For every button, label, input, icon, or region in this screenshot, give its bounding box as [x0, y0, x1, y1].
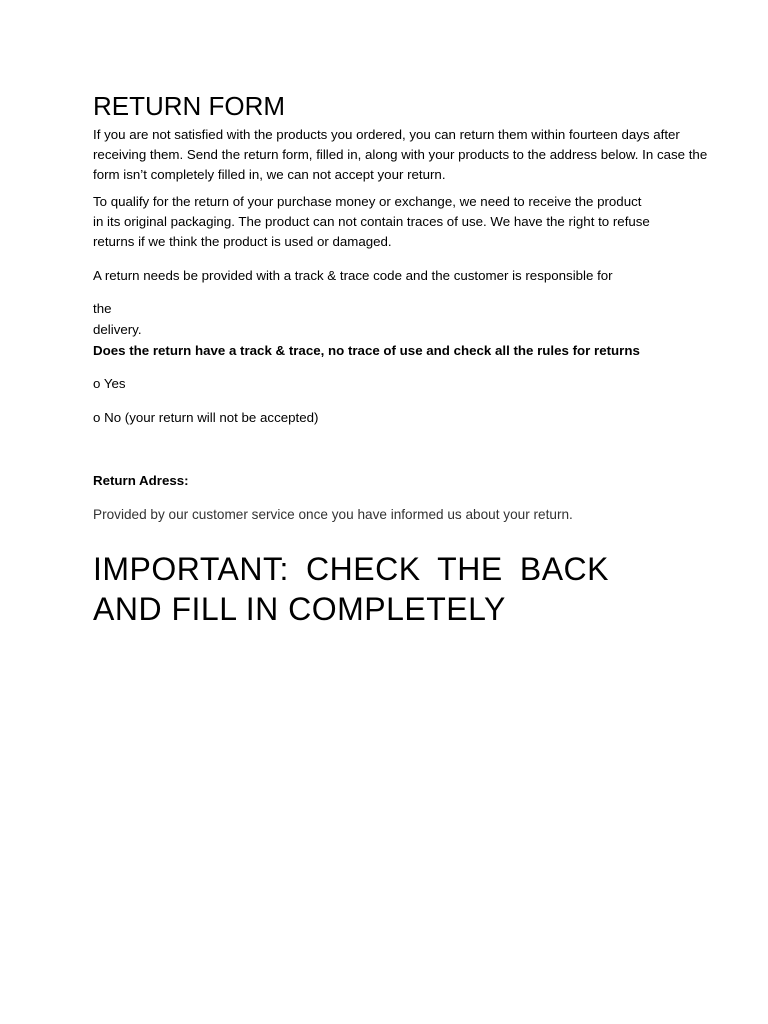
- return-address-text: Provided by our customer service once you have informed us about your return.: [93, 507, 573, 522]
- return-question: Does the return have a track & trace, no trace of use and check all the rules for returns: [93, 343, 640, 358]
- track-trace-continuation-delivery: delivery.: [93, 322, 142, 337]
- qualify-paragraph: To qualify for the return of your purchase money or exchange, we need to receive the product in its original packaging. The product can not contain traces of use. We have the right to refuse returns if we think the product is used or damaged.: [93, 194, 650, 249]
- track-trace-continuation-the: the: [93, 301, 112, 316]
- important-notice: IMPORTANT: CHECK THE BACK AND FILL IN COMPLETELY: [93, 551, 609, 627]
- option-yes[interactable]: o Yes: [93, 376, 126, 391]
- option-no[interactable]: o No (your return will not be accepted): [93, 410, 319, 425]
- intro-paragraph: If you are not satisfied with the products you ordered, you can return them within fourteen days after receiving them. Send the return form, filled in, along with your products to the address below. In case the form isn’t completely filled in, we can not accept your return.: [93, 127, 708, 182]
- return-address-label: Return Adress:: [93, 473, 189, 488]
- track-trace-paragraph: A return needs be provided with a track & trace code and the customer is responsible for: [93, 268, 613, 283]
- page-title: RETURN FORM: [93, 91, 286, 121]
